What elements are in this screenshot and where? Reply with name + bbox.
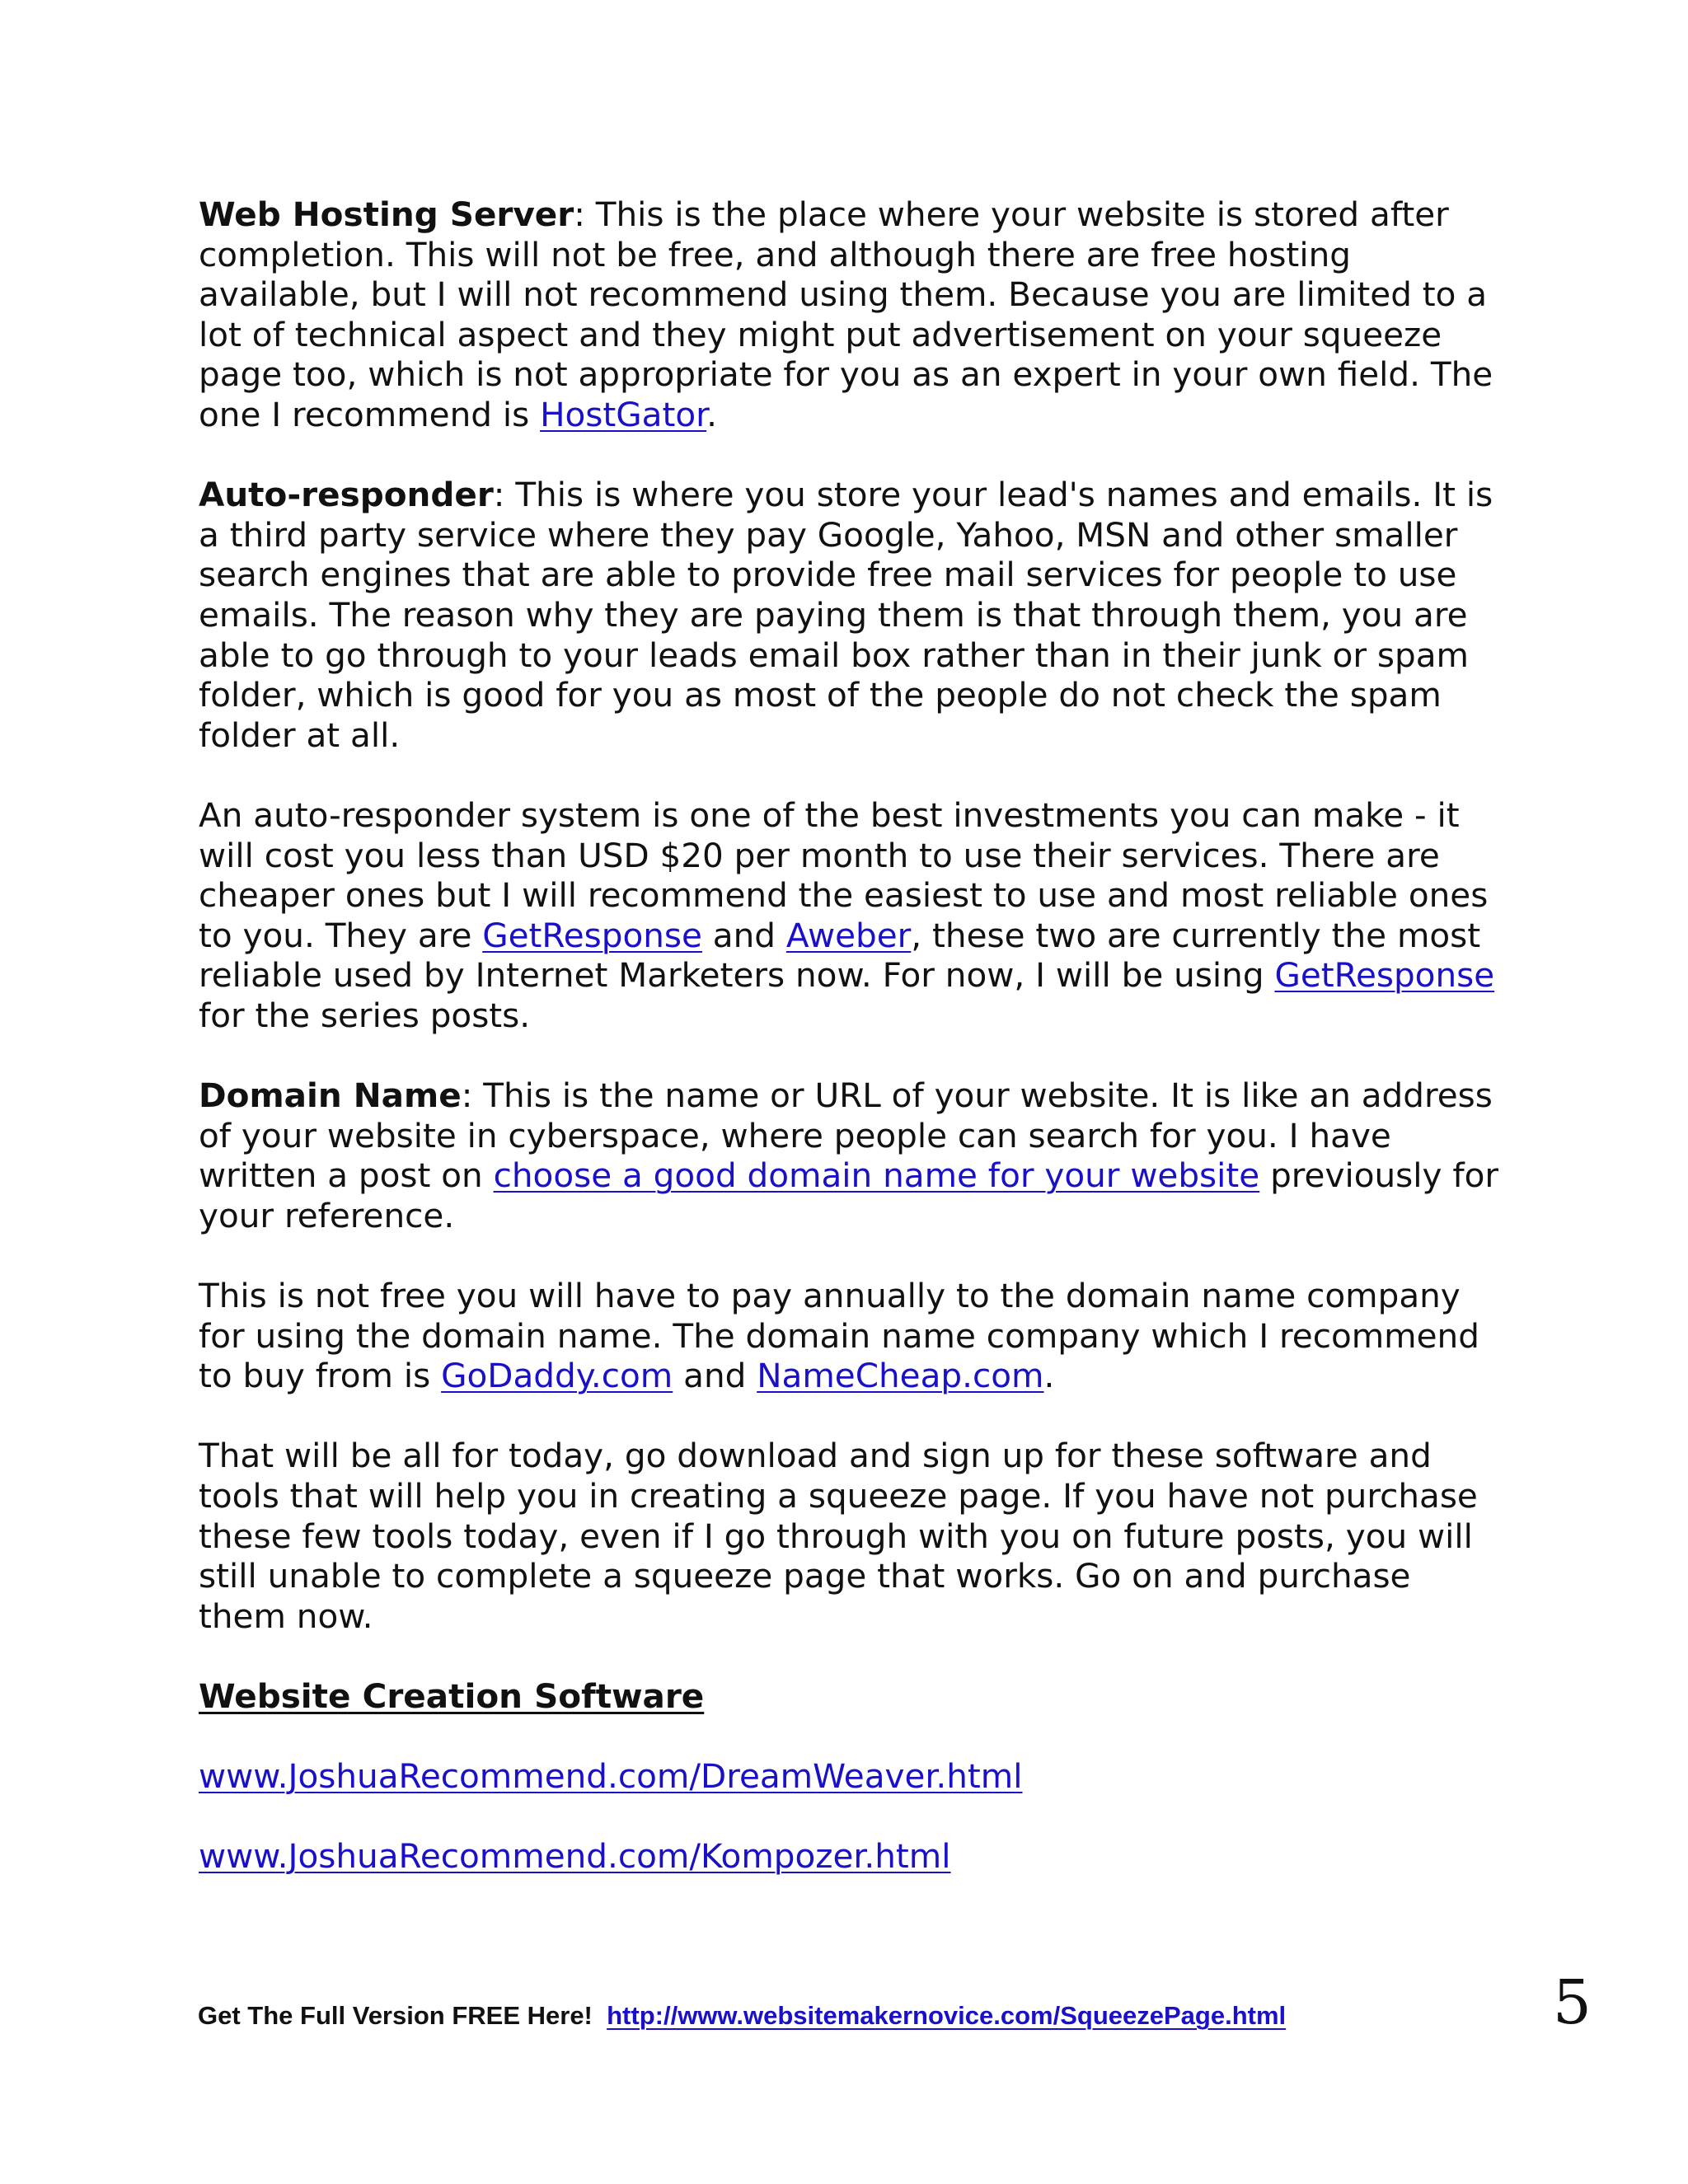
paragraph-domain-cost	[199, 1276, 1501, 1396]
paragraph-closing: That will be all for today, go download and sign up for these software and tools that will help you in creating a squeeze page. If you have not purchase these few tools today, even if I go through with you on future posts, you will still unable to complete a squeeze page that works. Go on and purchase them now.	[199, 1436, 1478, 1636]
text: for the series posts.	[199, 995, 531, 1035]
link-getresponse-series[interactable]: GetResponse	[1274, 955, 1495, 996]
paragraph-domain-name	[199, 1076, 1501, 1235]
link-dreamweaver[interactable]: www.JoshuaRecommend.com/DreamWeaver.html	[199, 1756, 1023, 1797]
software-link-line	[199, 1836, 1501, 1877]
text: , these two are currently the most reliable used by Internet Marketers now. For now, I will be using	[199, 915, 1481, 996]
text: : This is where you store your lead's names and emails. It is a third party service where they pay Google, Yahoo, MSN and other smaller search engines that are able to provide free mail services for people to use emails. The reason why they are paying them is that through them, you are able to go through to your leads email box rather than in their junk or spam folder, which is good for you as most of the people do not check the spam folder at all.	[199, 475, 1493, 755]
text: previously for your reference.	[199, 1155, 1499, 1235]
software-link-line	[199, 1756, 1501, 1797]
link-getresponse[interactable]: GetResponse	[482, 915, 702, 955]
heading-website-creation-software: Website Creation Software	[199, 1675, 705, 1716]
link-choose-domain-name[interactable]: choose a good domain name for your website	[493, 1155, 1260, 1196]
text: This is not free you will have to pay annually to the domain name company for using the domain name. The domain name company which I recommend to buy from is	[199, 1276, 1479, 1396]
text: : This is the name or URL of your website. It is like an address of your website in cyberspace, where people can search for you. I have written a post on	[199, 1076, 1493, 1196]
link-kompozer[interactable]: www.JoshuaRecommend.com/Kompozer.html	[199, 1836, 951, 1877]
page-number: 5	[1552, 1967, 1592, 2038]
text: : This is the place where your website is stored after completion. This will not be free, and although there are free hosting available, but I will not recommend using them. Because you are limited to a lot of technical aspect and they might put advertisement on your squeeze page too, which is not appropriate for you as an expert in your own field. The one I recommend is	[199, 194, 1493, 434]
text: and	[701, 915, 786, 955]
term-domain-name: Domain Name	[199, 1076, 462, 1116]
page-footer	[198, 2001, 1286, 2031]
paragraph-web-hosting	[199, 194, 1501, 435]
link-godaddy[interactable]: GoDaddy.com	[441, 1356, 673, 1396]
text: An auto-responder system is one of the best investments you can make - it will cost you less than USD $20 per month to use their services. There are cheaper ones but I will recommend the easiest to use and most reliable ones to you. They are	[199, 794, 1489, 955]
term-auto-responder: Auto-responder	[199, 475, 494, 515]
footer-link-full-version[interactable]: http://www.websitemakernovice.com/SqueezePage.html	[607, 2001, 1287, 2030]
term-web-hosting-server: Web Hosting Server	[199, 194, 574, 234]
page-content	[199, 194, 1501, 1917]
link-aweber[interactable]: Aweber	[785, 915, 912, 955]
link-namecheap[interactable]: NameCheap.com	[757, 1356, 1044, 1396]
link-hostgator[interactable]: HostGator	[540, 394, 707, 434]
text: .	[1043, 1356, 1055, 1396]
paragraph-auto-responder	[199, 475, 1501, 755]
text: .	[706, 394, 717, 434]
paragraph-auto-responder-system	[199, 795, 1501, 1036]
footer-label: Get The Full Version FREE Here!	[198, 2001, 593, 2030]
text: and	[673, 1356, 757, 1396]
